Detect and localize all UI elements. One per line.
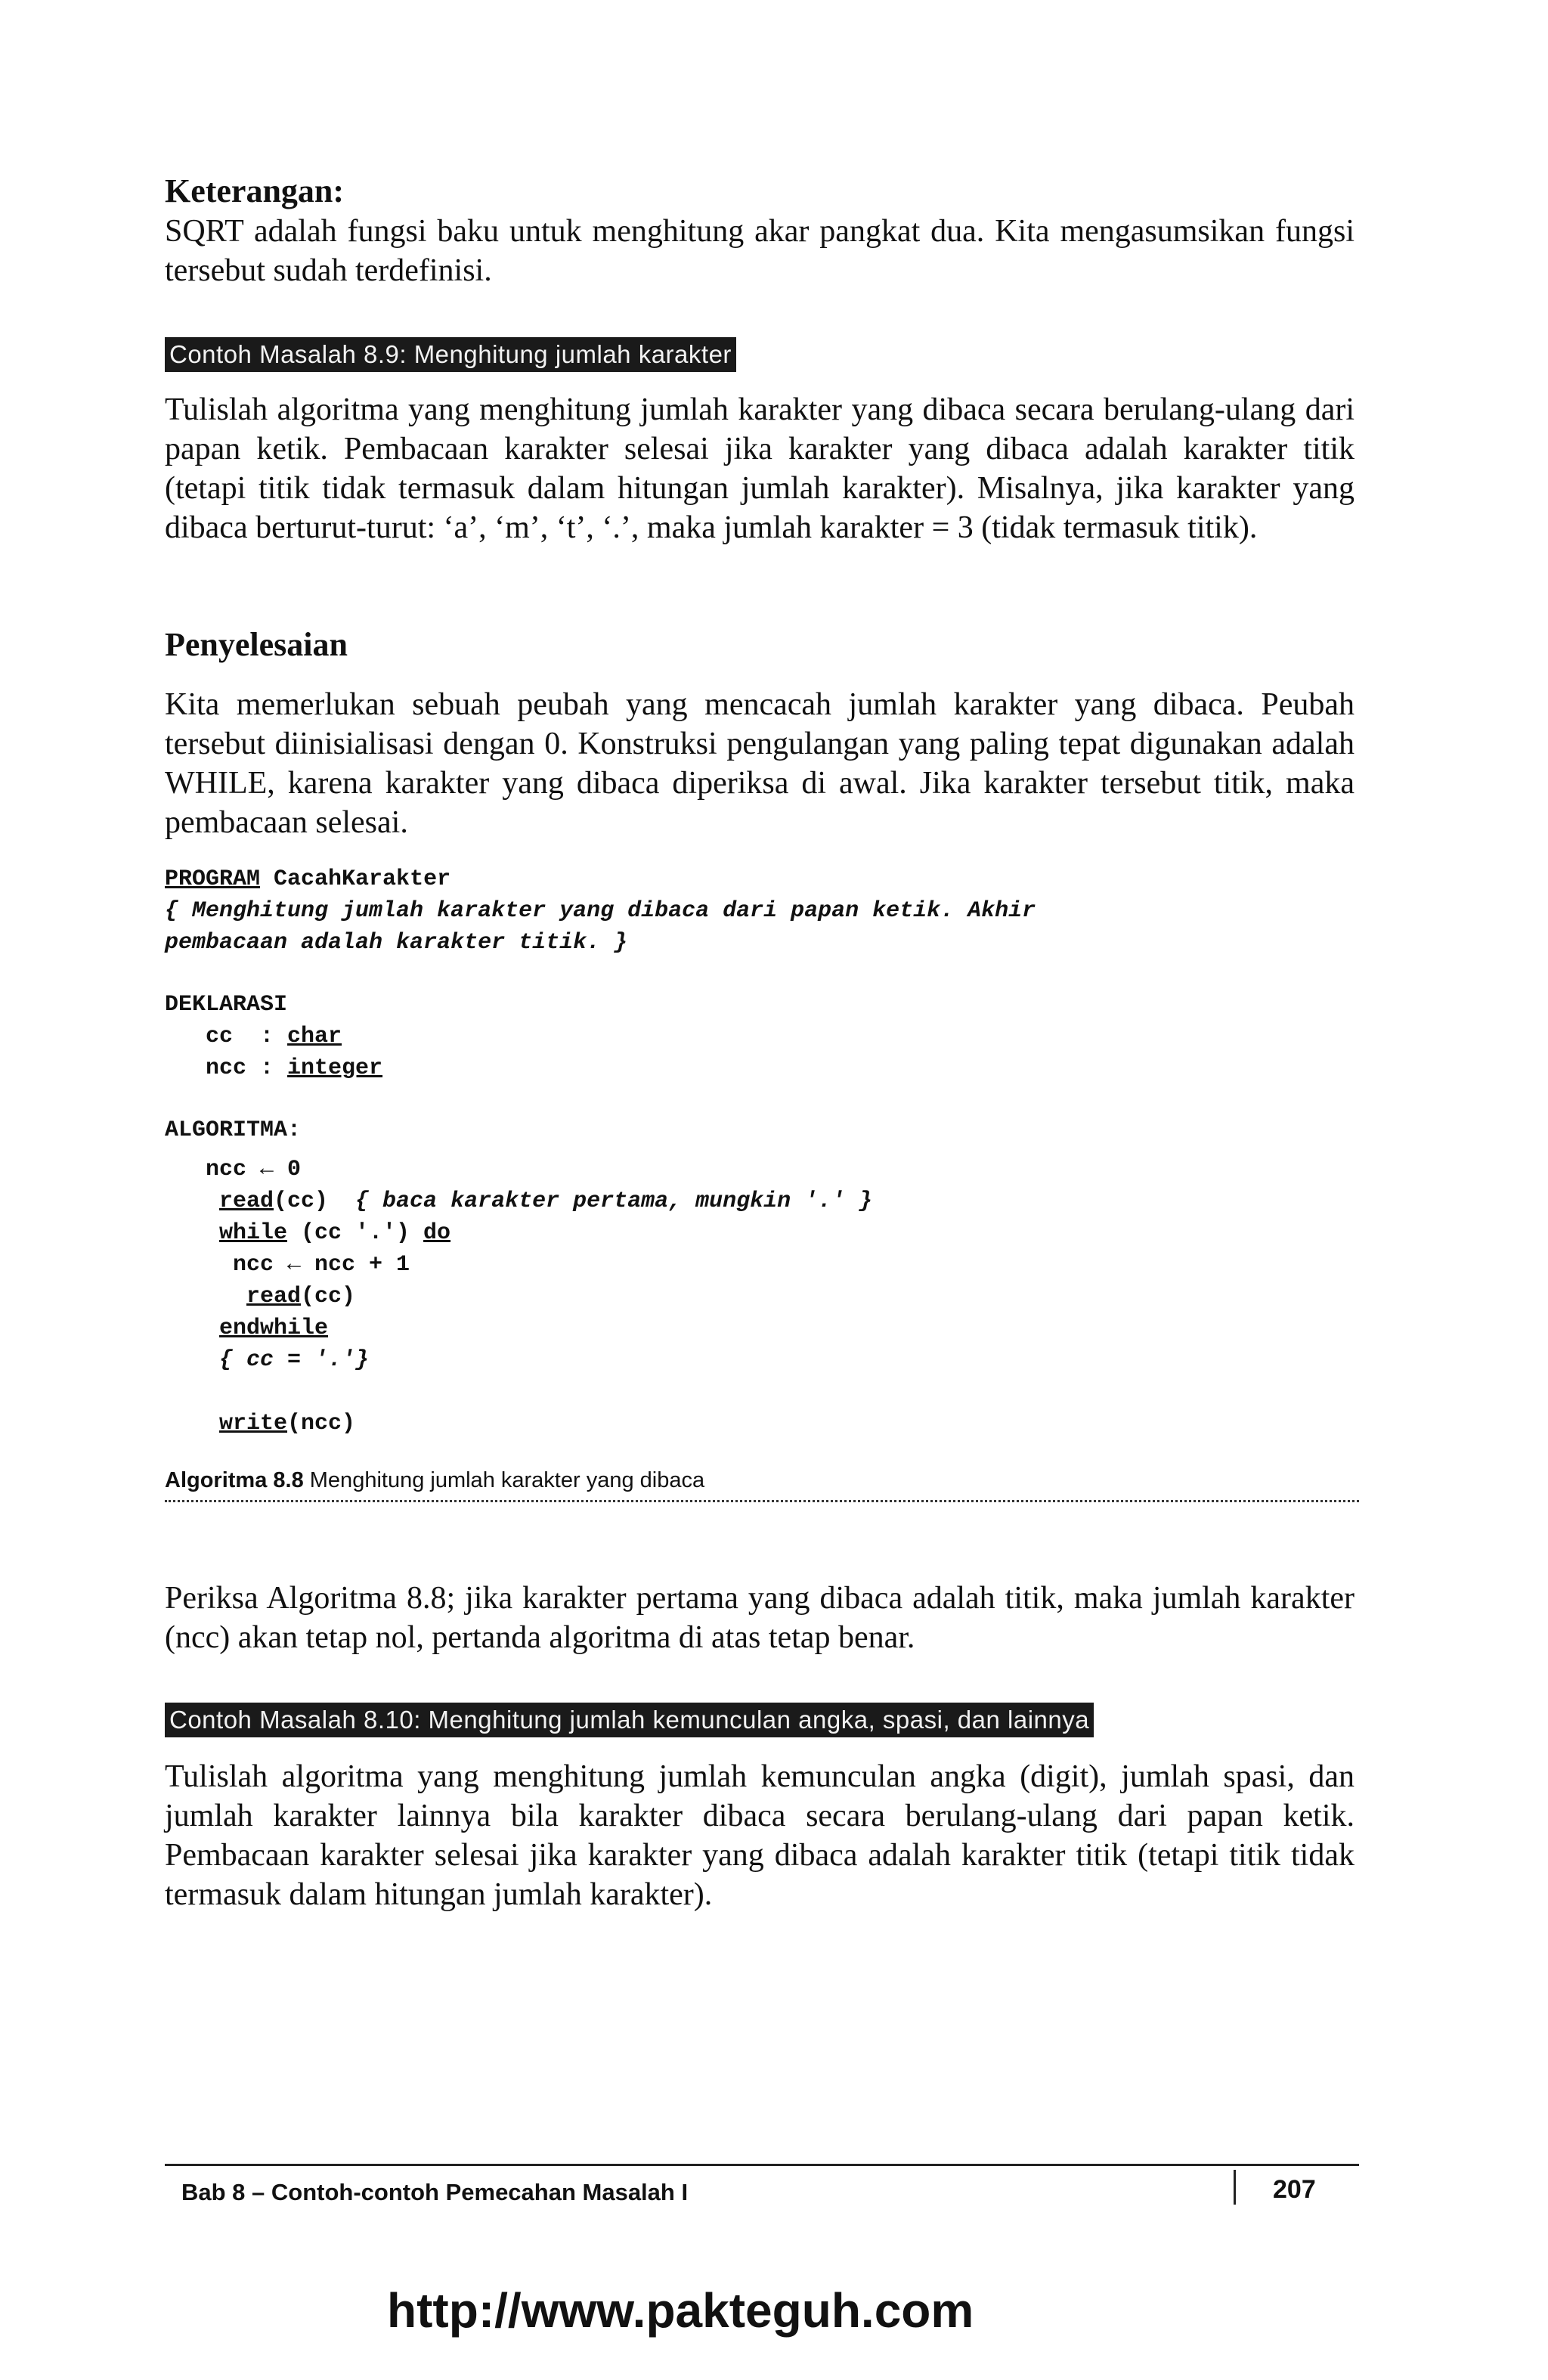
while-keyword: while [219, 1220, 288, 1246]
decl-cc-type: char [287, 1024, 342, 1049]
caption-text: Menghitung jumlah karakter yang dibaca [303, 1468, 705, 1492]
caption-label: Algoritma 8.8 [165, 1468, 304, 1492]
keterangan-title: Keterangan: [165, 172, 345, 209]
read-comment: { baca karakter pertama, mungkin '.' } [355, 1188, 873, 1214]
code-header-comment-2: pembacaan adalah karakter titik. } [165, 930, 628, 956]
solution-text: Kita memerlukan sebuah peubah yang mencacah jumlah karakter yang dibaca. Peubah tersebut diinisialisasi dengan 0. Konstruksi pengulangan yang paling tepat digunakan adalah WHILE, karena karakter yang dibaca diperiksa di awal. Jika karakter tersebut titik, maka pembacaan selesai. [165, 687, 1354, 840]
code-line-while [219, 1217, 450, 1249]
code-line-init: ncc ← 0 [165, 1157, 302, 1182]
code-decl-ncc [165, 1052, 382, 1084]
caption-divider [165, 1500, 1359, 1502]
code-program-line [165, 863, 450, 895]
keterangan-text: SQRT adalah fungsi baku untuk menghitung akar pangkat dua. Kita mengasumsikan fungsi tersebut sudah terdefinisi. [165, 214, 1354, 288]
code-line-read [219, 1185, 872, 1217]
write-keyword: write [219, 1411, 288, 1436]
code-line-inc: ncc ← ncc + 1 [165, 1252, 410, 1278]
read2-args: (cc) [301, 1284, 356, 1309]
solution-heading: Penyelesaian [165, 626, 348, 663]
code-line-post-comment: { cc = '.'} [219, 1347, 370, 1373]
while-condition: (cc '.') [287, 1220, 424, 1246]
footer-chapter: Bab 8 – Contoh-contoh Pemecahan Masalah I [181, 2179, 689, 2205]
decl-ncc-prefix: ncc : [165, 1055, 288, 1081]
algorithm-caption [165, 1465, 704, 1495]
write-args: (ncc) [287, 1411, 356, 1436]
example-8-9-problem: Tulislah algoritma yang menghitung jumlah karakter yang dibaca secara berulang-ulang dari papan ketik. Pembacaan karakter selesai jika karakter yang dibaca adalah karakter titik (tetapi titik tidak termasuk dalam hitungan jumlah karakter). Misalnya, jika karakter yang dibaca berturut-turut: ‘a’, ‘m’, ‘t’, ‘.’, maka jumlah karakter = 3 (tidak termasuk titik). [165, 392, 1354, 545]
read-args: (cc) [274, 1188, 356, 1214]
site-url: http://www.pakteguh.com [387, 2283, 974, 2338]
example-8-10-problem: Tulislah algoritma yang menghitung jumlah kemunculan angka (digit), jumlah spasi, dan jumlah karakter lainnya bila karakter dibaca secara berulang-ulang dari papan ketik. Pembacaan karakter selesai jika karakter yang dibaca adalah karakter titik (tetapi titik tidak termasuk dalam hitungan jumlah karakter). [165, 1759, 1354, 1912]
read2-keyword: read [246, 1284, 302, 1309]
code-header-comment-1: { Menghitung jumlah karakter yang dibaca dari papan ketik. Akhir [165, 898, 1036, 924]
code-line-read2 [246, 1281, 355, 1312]
footer-rule [165, 2164, 1359, 2166]
program-keyword: PROGRAM [165, 866, 261, 892]
code-line-write [219, 1408, 355, 1439]
decl-cc-prefix: cc : [165, 1024, 288, 1049]
example-8-10-banner: Contoh Masalah 8.10: Menghitung jumlah kemunculan angka, spasi, dan lainnya [165, 1703, 1094, 1737]
program-name: CacahKarakter [260, 866, 451, 892]
read-keyword: read [219, 1188, 274, 1214]
code-decl-cc [165, 1021, 342, 1052]
footer-page-number: 207 [1273, 2175, 1316, 2204]
code-deklarasi: DEKLARASI [165, 992, 288, 1018]
code-algoritma: ALGORITMA: [165, 1117, 302, 1143]
decl-ncc-type: integer [287, 1055, 383, 1081]
code-line-endwhile: endwhile [219, 1316, 329, 1341]
do-keyword: do [423, 1220, 451, 1246]
footer-separator [1234, 2170, 1236, 2205]
example-8-9-banner: Contoh Masalah 8.9: Menghitung jumlah karakter [165, 337, 736, 372]
after-paragraph: Periksa Algoritma 8.8; jika karakter pertama yang dibaca adalah titik, maka jumlah karakter (ncc) akan tetap nol, pertanda algoritma di atas tetap benar. [165, 1581, 1354, 1655]
